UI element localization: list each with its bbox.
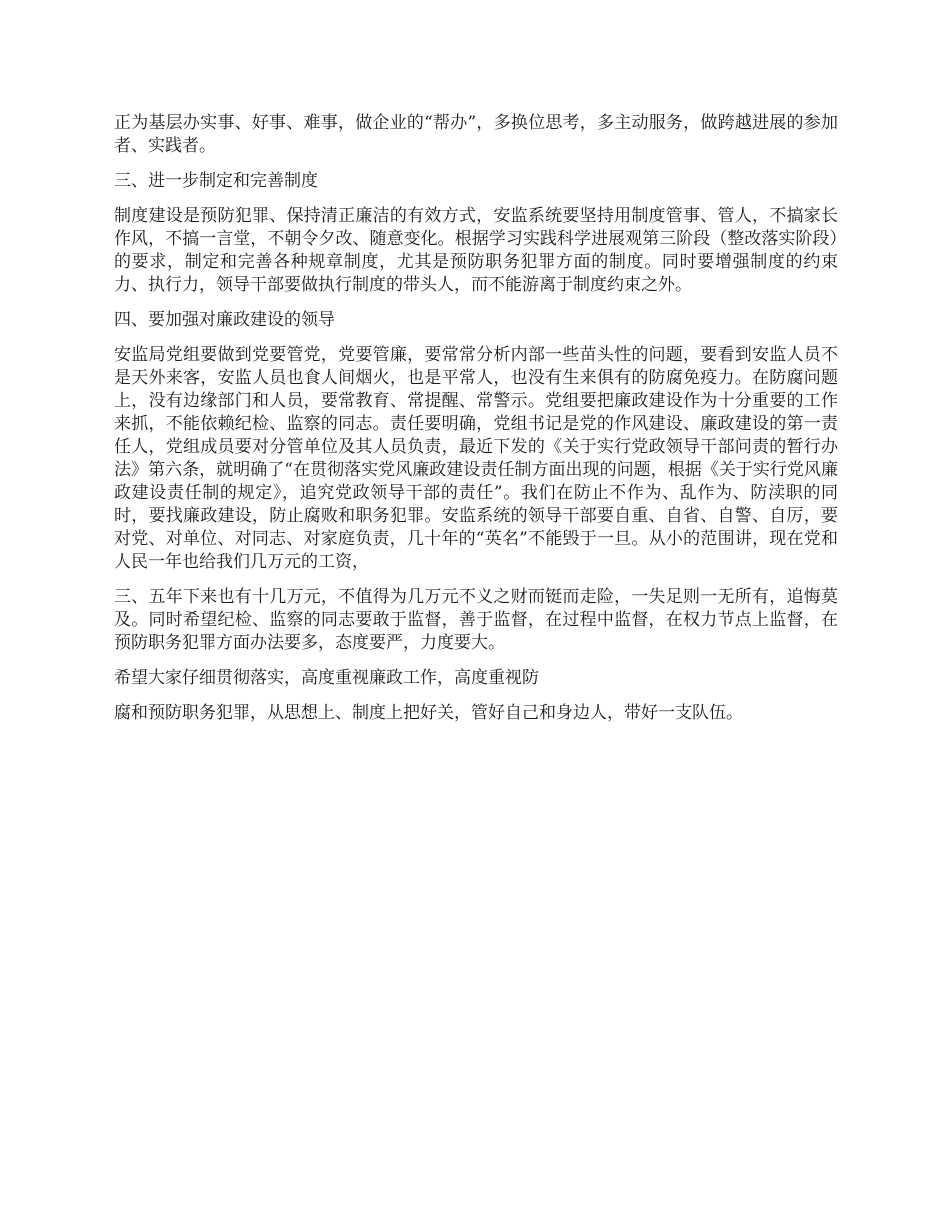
paragraph-closing-1: 希望大家仔细贯彻落实，高度重视廉政工作，高度重视防 (114, 668, 539, 688)
document-page (114, 112, 838, 737)
section-heading-4: 四、要加强对廉政建设的领导 (114, 310, 335, 330)
section-heading-3: 三、进一步制定和完善制度 (114, 171, 318, 191)
paragraph-system-building: 制度建设是预防犯罪、保持清正廉洁的有效方式，安监系统要坚持用制度管事、管人，不搞家长作风，不搞一言堂，不朝令夕改、随意变化。根据学习实践科学进展观第三阶段（整改落实阶段）的要求，制定和完善各种规章制度，尤其是预防职务犯罪方面的制度。同时要增强制度的约束力、执行力，领导干部要做执行制度的带头人，而不能游离于制度约束之外。 (114, 206, 838, 295)
paragraph-supervision: 三、五年下来也有十几万元，不值得为几万元不义之财而铤而走险，一失足则一无所有，追悔莫及。同时希望纪检、监察的同志要敢于监督，善于监督，在过程中监督，在权力节点上监督，在预防职务犯罪方面办法要多，态度要严，力度要大。 (114, 587, 838, 653)
paragraph-closing-2: 腐和预防职务犯罪，从思想上、制度上把好关，管好自己和身边人，带好一支队伍。 (114, 703, 743, 723)
paragraph-intro: 正为基层办实事、好事、难事，做企业的“帮办”，多换位思考，多主动服务，做跨越进展的参加者、实践者。 (114, 113, 838, 156)
paragraph-leadership: 安监局党组要做到党要管党，党要管廉，要常常分析内部一些苗头性的问题，要看到安监人员不是天外来客，安监人员也食人间烟火，也是平常人，也没有生来俱有的防腐免疫力。在防腐问题上，没有边缘部门和人员，要常教育、常提醒、常警示。党组要把廉政建设作为十分重要的工作来抓，不能依赖纪检、监察的同志。责任要明确，党组书记是党的作风建设、廉政建设的第一责任人，党组成员要对分管单位及其人员负责，最近下发的《关于实行党政领导干部问责的暂行办法》第六条，就明确了“在贯彻落实党风廉政建设责任制方面出现的问题，根据《关于实行党风廉政建设责任制的规定》，追究党政领导干部的责任”。我们在防止不作为、乱作为、防渎职的同时，要找廉政建设，防止腐败和职务犯罪。安监系统的领导干部要自重、自省、自警、自厉，要对党、对单位、对同志、对家庭负责，几十年的“英名”不能毁于一旦。从小的范围讲，现在党和人民一年也给我们几万元的工资， (114, 345, 838, 572)
